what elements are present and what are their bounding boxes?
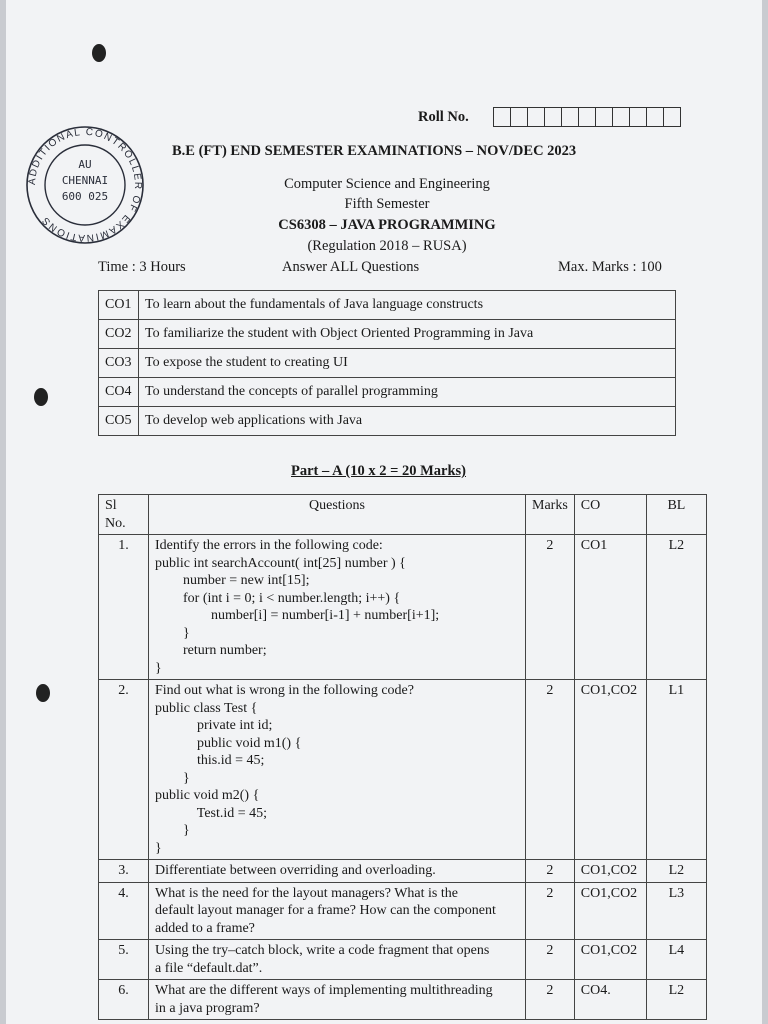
- question-number: 4.: [99, 882, 149, 940]
- question-co: CO1,CO2: [574, 882, 646, 940]
- question-marks: 2: [526, 680, 575, 860]
- question-marks: 2: [526, 535, 575, 680]
- col-header-sl: Sl No.: [99, 495, 149, 535]
- co-description: To expose the student to creating UI: [139, 349, 676, 378]
- exam-paper: [6, 0, 762, 1024]
- question-text: Differentiate between overriding and overloading.: [149, 860, 526, 883]
- question-number: 5.: [99, 940, 149, 980]
- table-row: [99, 291, 676, 320]
- table-row: [99, 882, 707, 940]
- part-a-heading: Part – A (10 x 2 = 20 Marks): [291, 463, 466, 479]
- col-header-questions: Questions: [149, 495, 526, 535]
- max-marks: Max. Marks : 100: [558, 259, 662, 275]
- co-code: CO3: [99, 349, 139, 378]
- question-number: 1.: [99, 535, 149, 680]
- question-number: 6.: [99, 980, 149, 1020]
- col-header-co: CO: [574, 495, 646, 535]
- question-co: CO1: [574, 535, 646, 680]
- semester: Fifth Semester: [344, 196, 430, 212]
- co-code: CO4: [99, 378, 139, 407]
- table-row: [99, 940, 707, 980]
- question-co: CO4.: [574, 980, 646, 1020]
- table-row: [99, 320, 676, 349]
- question-bl: L2: [646, 535, 706, 680]
- svg-text:600 025: 600 025: [61, 190, 109, 203]
- question-text: Using the try–catch block, write a code fragment that opens a file “default.dat”.: [149, 940, 526, 980]
- punch-hole: [36, 684, 50, 702]
- table-row: [99, 980, 707, 1020]
- question-bl: L4: [646, 940, 706, 980]
- question-bl: L2: [646, 980, 706, 1020]
- part-a-questions-table: [98, 494, 707, 1020]
- question-co: CO1,CO2: [574, 860, 646, 883]
- punch-hole: [34, 388, 48, 406]
- svg-text:AU: AU: [78, 158, 92, 171]
- co-description: To learn about the fundamentals of Java language constructs: [139, 291, 676, 320]
- table-row: [99, 535, 707, 680]
- course-outcomes-table: [98, 290, 676, 436]
- question-text: Identify the errors in the following code: public int searchAccount( int[25] number ) { number = new int[15]; for (int i = 0; i < number.length; i++) { number[i] = number[i-1] + number[i+1]; } return number; }: [149, 535, 526, 680]
- question-text: What are the different ways of implementing multithreading in a java program?: [149, 980, 526, 1020]
- table-header-row: [99, 495, 707, 535]
- instruction: Answer ALL Questions: [282, 259, 420, 275]
- department: Computer Science and Engineering: [284, 176, 490, 192]
- table-row: [99, 378, 676, 407]
- roll-number-label: Roll No.: [418, 109, 469, 125]
- punch-hole: [92, 44, 106, 62]
- co-code: CO2: [99, 320, 139, 349]
- exam-title: B.E (FT) END SEMESTER EXAMINATIONS – NOV/DEC 2023: [172, 143, 577, 159]
- co-code: CO1: [99, 291, 139, 320]
- co-description: To familiarize the student with Object Oriented Programming in Java: [139, 320, 676, 349]
- course-title: CS6308 – JAVA PROGRAMMING: [278, 217, 496, 233]
- question-text: Find out what is wrong in the following code? public class Test { private int id; public void m1() { this.id = 45; } public void m2() { Test.id = 45; } }: [149, 680, 526, 860]
- question-co: CO1,CO2: [574, 680, 646, 860]
- question-text: What is the need for the layout managers? What is the default layout manager for a frame? How can the component added to a frame?: [149, 882, 526, 940]
- table-row: [99, 349, 676, 378]
- svg-text:ADDITIONAL CONTROLLER OF EXAMI: ADDITIONAL CONTROLLER OF EXAMINATIONS: [26, 126, 144, 244]
- co-description: To develop web applications with Java: [139, 407, 676, 436]
- table-row: [99, 860, 707, 883]
- co-code: CO5: [99, 407, 139, 436]
- col-header-bl: BL: [646, 495, 706, 535]
- question-bl: L2: [646, 860, 706, 883]
- question-marks: 2: [526, 860, 575, 883]
- question-bl: L1: [646, 680, 706, 860]
- regulation: (Regulation 2018 – RUSA): [307, 238, 467, 254]
- col-header-marks: Marks: [526, 495, 575, 535]
- table-row: [99, 407, 676, 436]
- co-description: To understand the concepts of parallel programming: [139, 378, 676, 407]
- question-marks: 2: [526, 940, 575, 980]
- question-bl: L3: [646, 882, 706, 940]
- roll-number-boxes: [493, 107, 681, 127]
- question-co: CO1,CO2: [574, 940, 646, 980]
- question-number: 3.: [99, 860, 149, 883]
- question-marks: 2: [526, 980, 575, 1020]
- svg-text:CHENNAI: CHENNAI: [61, 174, 109, 187]
- question-number: 2.: [99, 680, 149, 860]
- table-row: [99, 680, 707, 860]
- question-marks: 2: [526, 882, 575, 940]
- time-label: Time : 3 Hours: [98, 259, 186, 275]
